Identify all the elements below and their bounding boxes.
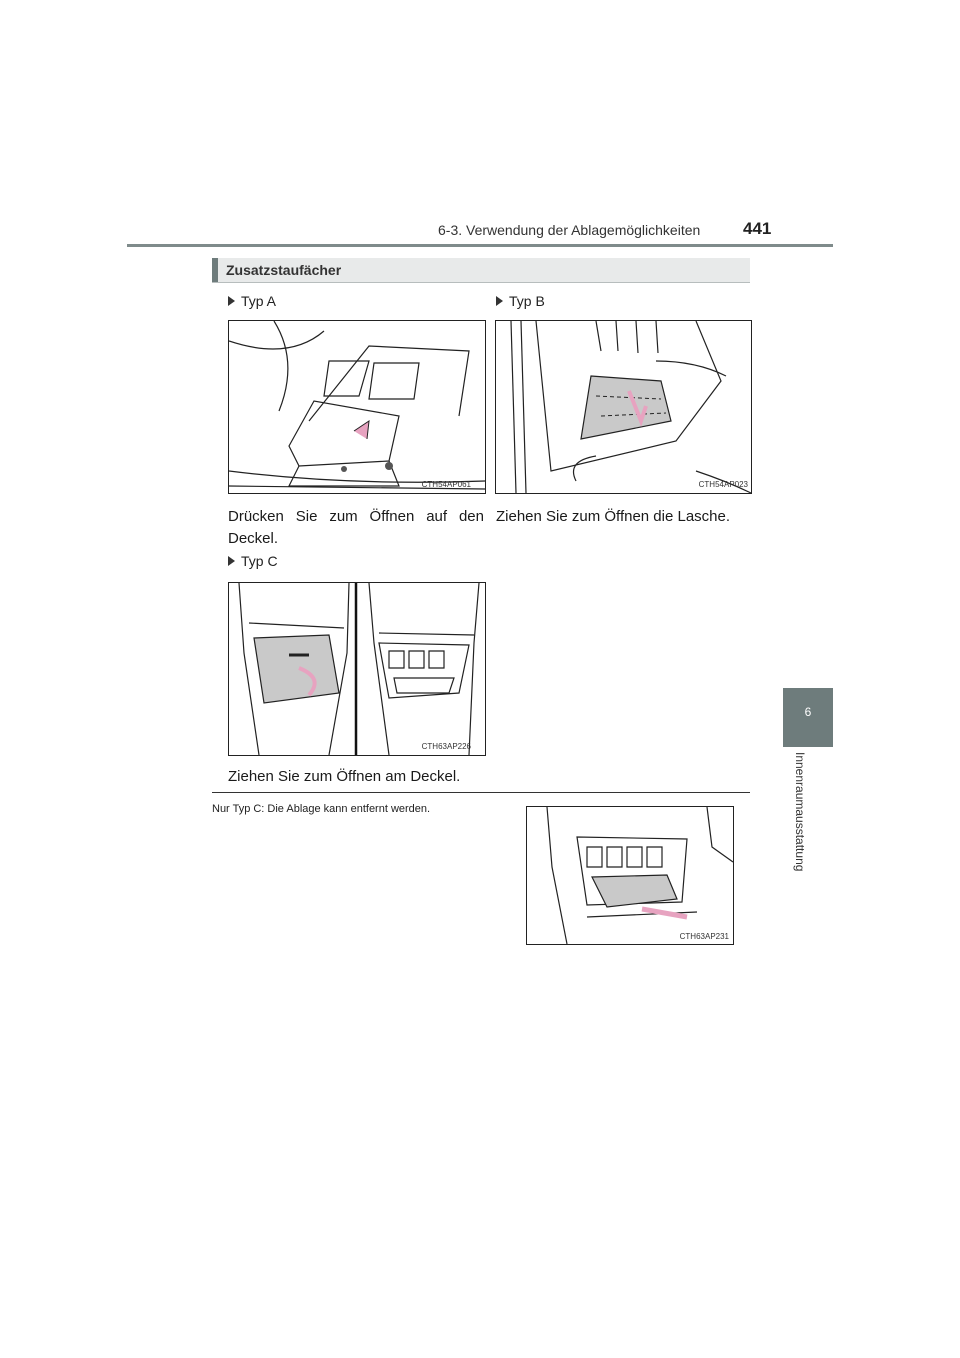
- removable-tray-illustration: [527, 807, 733, 944]
- overhead-console-illustration: [229, 321, 485, 493]
- chapter-number: 6: [804, 705, 812, 719]
- triangle-bullet-icon: [496, 296, 503, 306]
- figure-code: CTH63AP226: [421, 742, 471, 751]
- type-c-caption: Ziehen Sie zum Öffnen am Deckel.: [228, 768, 461, 785]
- section-title-bar: [212, 258, 750, 283]
- header-rule: [127, 244, 833, 247]
- type-a-caption-line1: Drücken Sie zum Öffnen auf den: [228, 508, 484, 525]
- type-a-label: [228, 293, 276, 309]
- type-c-label: [228, 553, 278, 569]
- section-divider: [212, 792, 750, 793]
- figure-type-c: [228, 582, 486, 756]
- figure-type-b: [495, 320, 752, 494]
- page-number: 441: [743, 219, 772, 238]
- triangle-bullet-icon: [228, 296, 235, 306]
- figure-code: CTH54AP023: [698, 480, 748, 489]
- type-b-label: [496, 293, 545, 309]
- type-a-caption-line2: Deckel.: [228, 530, 279, 547]
- triangle-bullet-icon: [228, 556, 235, 566]
- type-b-caption: Ziehen Sie zum Öffnen die Lasche.: [496, 508, 731, 525]
- tray-note: Nur Typ C: Die Ablage kann entfernt werden.: [212, 803, 431, 815]
- type-c-label-text: Typ C: [241, 553, 278, 569]
- type-b-label-text: Typ B: [509, 293, 545, 309]
- chapter-label: Innenraumausstattung: [793, 752, 807, 872]
- lower-dashboard-illustration: [496, 321, 751, 493]
- figure-code: CTH54AP061: [421, 480, 471, 489]
- figure-type-a: [228, 320, 486, 494]
- title-accent: [212, 258, 218, 282]
- figure-code: CTH63AP231: [679, 932, 729, 941]
- type-a-label-text: Typ A: [241, 293, 277, 309]
- center-console-illustration: [229, 583, 485, 755]
- section-title: Zusatzstaufächer: [226, 262, 342, 278]
- section-header: 6-3. Verwendung der Ablagemöglichkeiten: [438, 222, 701, 238]
- chapter-tab[interactable]: [783, 688, 833, 747]
- figure-removable-tray: [526, 806, 734, 945]
